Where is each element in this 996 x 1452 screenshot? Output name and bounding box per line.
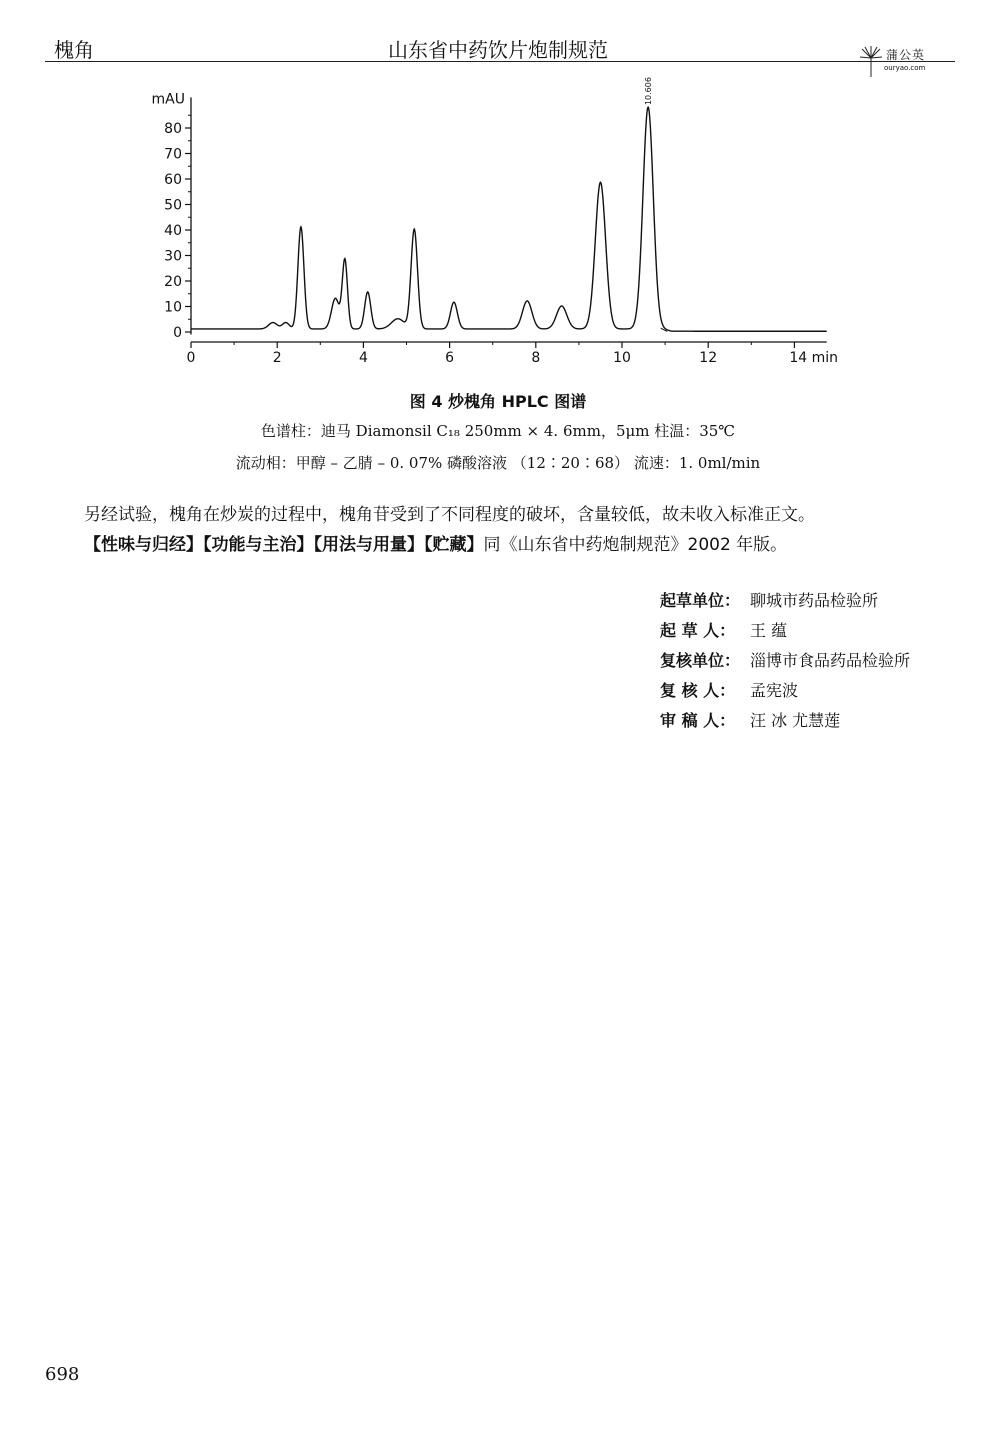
running-header-left: 槐角: [54, 38, 94, 62]
credit-label: 起草单位：: [660, 591, 741, 610]
y-tick-label: 10: [164, 299, 182, 316]
chart-axes: [191, 97, 827, 342]
y-axis-unit-label: mAU: [151, 91, 185, 108]
y-tick-label: 70: [164, 146, 182, 163]
credit-row: [660, 620, 910, 650]
figure-caption-mobile-phase: 流动相：甲醇 – 乙腈 – 0. 07% 磷酸溶液 （12∶20∶68） 流速：1. 0ml/min: [235, 454, 761, 472]
x-tick-label: 6: [445, 350, 455, 366]
y-tick-label: 80: [164, 121, 182, 137]
credit-value: 王 蕴: [750, 621, 788, 640]
y-tick-label: 20: [164, 274, 182, 290]
y-tick-label: 30: [164, 248, 182, 265]
page-number: 698: [45, 1364, 80, 1385]
credit-label: 起 草 人：: [660, 621, 736, 640]
credit-row: [660, 710, 910, 740]
x-tick-label: 10: [613, 350, 631, 366]
credit-label: 审 稿 人：: [660, 711, 736, 730]
credit-row: [660, 590, 910, 620]
x-tick-label: 14 min: [789, 350, 839, 366]
x-tick-label: 12: [699, 350, 718, 366]
section-reference: 同《山东省中药炮制规范》2002 年版。: [483, 535, 788, 555]
x-tick-label: 4: [358, 350, 368, 366]
credit-value: 孟宪波: [750, 681, 799, 700]
credit-label: 复 核 人：: [660, 681, 736, 700]
x-tick-label: 2: [272, 350, 282, 366]
x-tick-label: 8: [531, 350, 541, 366]
chromatogram-trace: [191, 107, 827, 331]
figure-caption-column: 色谱柱：迪马 Diamonsil C₁₈ 250mm × 4. 6mm，5μm 柱温：35℃: [260, 422, 736, 440]
y-tick-label: 60: [164, 172, 182, 188]
y-tick-label: 0: [173, 325, 182, 341]
y-tick-label: 40: [164, 223, 182, 239]
y-tick-label: 50: [164, 197, 182, 214]
credit-row: [660, 680, 910, 710]
figure-caption-title: 图 4 炒槐角 HPLC 图谱: [409, 392, 587, 411]
credits-block: [660, 590, 910, 740]
x-tick-label: 0: [186, 350, 196, 366]
credit-value: 汪 冰 尤慧莲: [750, 711, 841, 730]
hplc-chromatogram: [0, 0, 996, 380]
logo-url: ouryao.com: [884, 64, 926, 72]
peak-retention-label: 10.606: [644, 77, 654, 106]
body-paragraph-sections: [84, 530, 964, 555]
credit-value: 淄博市食品药品检验所: [750, 651, 911, 670]
credit-row: [660, 650, 910, 680]
logo-text: 蒲公英: [886, 48, 926, 62]
credit-label: 复核单位：: [660, 651, 741, 670]
credit-value: 聊城市药品检验所: [750, 591, 879, 610]
body-paragraph: 另经试验，槐角在炒炭的过程中，槐角苷受到了不同程度的破坏，含量较低，故未收入标准正文。: [84, 505, 815, 525]
section-headings: 【性味与归经】【功能与主治】【用法与用量】【贮藏】: [84, 535, 484, 555]
running-header-title: 山东省中药饮片炮制规范: [388, 38, 608, 62]
